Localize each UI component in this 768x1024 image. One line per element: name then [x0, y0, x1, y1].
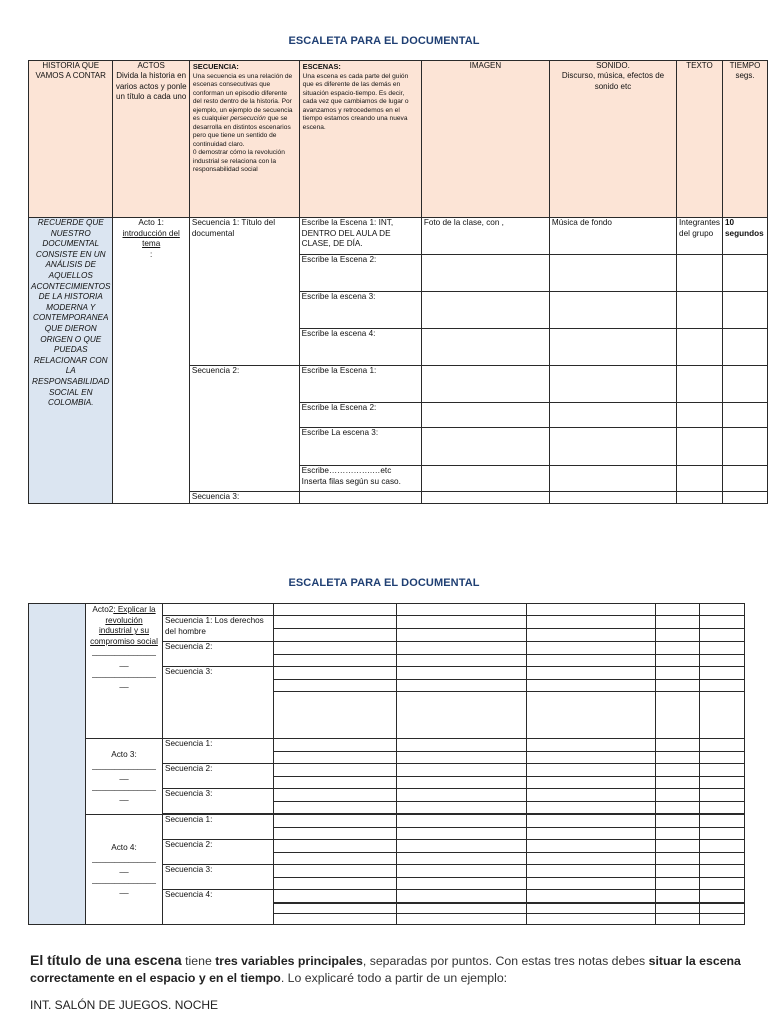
empty-cell[interactable]	[527, 840, 656, 853]
empty-cell[interactable]	[549, 466, 676, 492]
empty-cell[interactable]	[274, 642, 397, 655]
empty-cell[interactable]	[421, 492, 549, 504]
empty-cell[interactable]	[723, 255, 768, 292]
empty-cell[interactable]	[421, 428, 549, 466]
empty-cell[interactable]	[656, 904, 700, 914]
empty-cell[interactable]	[527, 616, 656, 629]
empty-cell[interactable]	[527, 815, 656, 828]
empty-cell[interactable]	[700, 914, 745, 925]
empty-cell[interactable]	[700, 616, 745, 629]
empty-cell[interactable]	[700, 904, 745, 914]
empty-cell[interactable]	[397, 739, 527, 752]
escena-2-3-cell[interactable]: Escribe La escena 3:	[299, 428, 421, 466]
story-cell: RECUERDE QUE NUESTRO DOCUMENTAL CONSISTE EN UN ANÁLISIS DE AQUELLOS ACONTECIMIENTOS DE LA HISTORIA MODERNA Y CONTEMPORANEA QUE DIERON ORIGEN O QUE PUEDAS RELACIONAR CON LA RESPONSABILIDAD SOCIAL EN COLOMBIA.	[29, 218, 113, 504]
empty-cell[interactable]	[397, 752, 527, 764]
empty-cell[interactable]	[656, 890, 700, 903]
acto4-cell[interactable]: Acto 4: ______________ __ ______________ __	[86, 815, 163, 925]
secuencia-b2-cell[interactable]: Secuencia 2:	[163, 764, 274, 789]
escaleta-table-2	[28, 603, 745, 925]
empty-cell[interactable]	[421, 329, 549, 366]
empty-cell[interactable]	[274, 752, 397, 764]
empty-cell[interactable]	[527, 878, 656, 890]
empty-cell[interactable]	[274, 815, 397, 828]
empty-cell[interactable]	[700, 655, 745, 667]
empty-cell[interactable]	[677, 366, 723, 403]
empty-cell[interactable]	[549, 403, 676, 428]
empty-cell[interactable]	[723, 466, 768, 492]
empty-cell[interactable]	[527, 853, 656, 865]
empty-cell[interactable]	[274, 764, 397, 777]
empty-cell[interactable]	[397, 655, 527, 667]
header-secuencia: SECUENCIA: Una secuencia es una relación de escenas consecutivas que conforman un episodio diferente del resto dentro de la historia. Por ejemplo, un ejemplo de secuencia es cualquier persecución que se desarrolla en distintos escenarios pero que tiene un sentido de continuidad claro. 0 demostrar cómo la revolución industrial se relaciona con la responsabilidad social	[189, 61, 299, 218]
empty-cell[interactable]	[397, 904, 527, 914]
empty-cell[interactable]	[700, 878, 745, 890]
empty-cell[interactable]	[656, 878, 700, 890]
empty-cell[interactable]	[527, 667, 656, 680]
empty-cell[interactable]	[397, 802, 527, 814]
empty-cell[interactable]	[274, 692, 397, 739]
empty-cell[interactable]	[274, 655, 397, 667]
header-actos: ACTOS Divida la historia en varios actos y ponle un título a cada uno	[113, 61, 189, 218]
secuencia-1-cell[interactable]: Secuencia 1: Título del documental	[189, 218, 299, 366]
empty-cell[interactable]	[397, 853, 527, 865]
empty-cell[interactable]	[274, 616, 397, 629]
empty-cell[interactable]	[527, 692, 656, 739]
empty-cell[interactable]	[527, 789, 656, 802]
empty-cell[interactable]	[421, 292, 549, 329]
empty-cell[interactable]	[397, 667, 527, 680]
empty-cell[interactable]	[723, 329, 768, 366]
tiempo-1-cell[interactable]: 10 segundos	[723, 218, 768, 255]
empty-cell[interactable]	[656, 692, 700, 739]
empty-cell[interactable]	[700, 604, 745, 616]
empty-cell[interactable]	[656, 642, 700, 655]
header-escenas: ESCENAS: Una escena es cada parte del guión que es diferente de las demás en situación espacio-tiempo. Es decir, cada vez que cambiamos de lugar o avanzamos y retrocedemos en el tiempo estamos creando una nueva escena.	[299, 61, 421, 218]
secuencia-c3-cell[interactable]: Secuencia 3:	[163, 865, 274, 890]
empty-cell[interactable]	[549, 428, 676, 466]
empty-cell[interactable]	[397, 629, 527, 642]
empty-cell[interactable]	[274, 828, 397, 840]
empty-cell[interactable]	[527, 764, 656, 777]
empty-cell[interactable]	[700, 789, 745, 802]
empty-cell[interactable]	[700, 764, 745, 777]
empty-cell[interactable]	[700, 680, 745, 692]
empty-cell[interactable]	[274, 853, 397, 865]
empty-cell[interactable]	[527, 642, 656, 655]
empty-cell[interactable]	[274, 904, 397, 914]
empty-cell[interactable]	[274, 840, 397, 853]
empty-cell[interactable]	[527, 914, 656, 925]
empty-cell[interactable]	[700, 815, 745, 828]
empty-cell[interactable]	[527, 904, 656, 914]
empty-cell[interactable]	[527, 604, 656, 616]
empty-cell[interactable]	[527, 777, 656, 789]
empty-cell[interactable]	[677, 466, 723, 492]
empty-cell[interactable]	[677, 292, 723, 329]
secuencia-a2-cell[interactable]: Secuencia 2:	[163, 642, 274, 667]
page-title: ESCALETA PARA EL DOCUMENTAL	[288, 35, 480, 47]
acto1-cell[interactable]: Acto 1: introducción del tema :	[113, 218, 189, 504]
story-cell-empty[interactable]	[29, 604, 86, 925]
empty-cell[interactable]	[656, 853, 700, 865]
empty-cell[interactable]	[700, 667, 745, 680]
header-texto: TEXTO	[677, 61, 723, 218]
empty-cell[interactable]	[656, 789, 700, 802]
empty-cell[interactable]	[656, 828, 700, 840]
acto2-cell[interactable]: Acto2: Explicar la revolución industrial y su compromiso social ______________ __ ______________ __	[86, 604, 163, 739]
empty-cell[interactable]	[421, 466, 549, 492]
empty-cell[interactable]	[397, 828, 527, 840]
empty-cell[interactable]	[723, 428, 768, 466]
header-sonido: SONIDO. Discurso, música, efectos de sonido etc	[549, 61, 676, 218]
empty-cell[interactable]	[274, 739, 397, 752]
header-historia: HISTORIA QUE VAMOS A CONTAR	[29, 61, 113, 218]
empty-cell[interactable]	[397, 777, 527, 789]
empty-cell[interactable]	[656, 616, 700, 629]
empty-cell[interactable]	[397, 840, 527, 853]
secuencia-3-cell[interactable]: Secuencia 3:	[189, 492, 299, 504]
empty-cell[interactable]	[723, 366, 768, 403]
empty-cell[interactable]	[700, 890, 745, 903]
empty-cell[interactable]	[527, 739, 656, 752]
empty-cell[interactable]	[274, 878, 397, 890]
explanation-paragraph: El título de una escena tiene tres variables principales, separadas por puntos. Con estas tres notas debes situar la escena correctamente en el espacio y en el tiempo. Lo explicaré todo a partir de un ejemplo:	[30, 952, 741, 985]
empty-cell[interactable]	[274, 777, 397, 789]
empty-cell[interactable]	[163, 604, 274, 616]
empty-cell[interactable]	[274, 667, 397, 680]
empty-cell[interactable]	[656, 752, 700, 764]
empty-cell[interactable]	[397, 815, 527, 828]
empty-cell[interactable]	[527, 629, 656, 642]
empty-cell[interactable]	[549, 329, 676, 366]
empty-cell[interactable]	[656, 739, 700, 752]
secuencia-b1-cell[interactable]: Secuencia 1:	[163, 739, 274, 764]
empty-cell[interactable]	[656, 777, 700, 789]
empty-cell[interactable]	[274, 680, 397, 692]
empty-cell[interactable]	[656, 629, 700, 642]
empty-cell[interactable]	[397, 878, 527, 890]
empty-cell[interactable]	[274, 890, 397, 903]
empty-cell[interactable]	[723, 492, 768, 504]
sonido-1-cell[interactable]: Música de fondo	[549, 218, 676, 255]
empty-cell[interactable]	[700, 629, 745, 642]
empty-cell[interactable]	[397, 789, 527, 802]
empty-cell[interactable]	[723, 292, 768, 329]
empty-cell[interactable]	[677, 492, 723, 504]
empty-cell[interactable]	[274, 914, 397, 925]
empty-cell[interactable]	[700, 777, 745, 789]
escena-etc-cell[interactable]: Escribe…………….…etc Inserta filas según su caso.	[299, 466, 421, 492]
empty-cell[interactable]	[656, 914, 700, 925]
secuencia-2-cell[interactable]: Secuencia 2:	[189, 366, 299, 492]
empty-cell[interactable]	[700, 642, 745, 655]
page-title-2: ESCALETA PARA EL DOCUMENTAL	[288, 577, 480, 589]
empty-cell[interactable]	[700, 802, 745, 814]
empty-cell[interactable]	[656, 815, 700, 828]
secuencia-b3-cell[interactable]: Secuencia 3:	[163, 789, 274, 814]
empty-cell[interactable]	[274, 789, 397, 802]
secuencia-c4-cell[interactable]: Secuencia 4:	[163, 890, 274, 925]
escena-1-3-cell[interactable]: Escribe la escena 3:	[299, 292, 421, 329]
empty-cell[interactable]	[274, 629, 397, 642]
empty-cell[interactable]	[677, 403, 723, 428]
empty-cell[interactable]	[700, 739, 745, 752]
empty-cell[interactable]	[421, 366, 549, 403]
empty-cell[interactable]	[527, 802, 656, 814]
empty-cell[interactable]	[527, 828, 656, 840]
empty-cell[interactable]	[549, 366, 676, 403]
empty-cell[interactable]	[549, 255, 676, 292]
empty-cell[interactable]	[397, 914, 527, 925]
empty-cell[interactable]	[274, 802, 397, 814]
empty-cell[interactable]	[397, 642, 527, 655]
empty-cell[interactable]	[397, 680, 527, 692]
escena-1-1-cell[interactable]: Escribe la Escena 1: INT, DENTRO DEL AULA DE CLASE, DE DÍA.	[299, 218, 421, 255]
secuencia-c2-cell[interactable]: Secuencia 2:	[163, 840, 274, 865]
empty-cell[interactable]	[700, 840, 745, 853]
empty-cell[interactable]	[700, 828, 745, 840]
empty-cell[interactable]	[421, 255, 549, 292]
empty-cell[interactable]	[656, 802, 700, 814]
empty-cell[interactable]	[700, 853, 745, 865]
escaleta-table-1	[28, 60, 768, 504]
empty-cell[interactable]	[421, 403, 549, 428]
empty-cell[interactable]	[527, 680, 656, 692]
empty-cell[interactable]	[723, 403, 768, 428]
empty-cell[interactable]	[527, 865, 656, 878]
secuencia-a3-cell[interactable]: Secuencia 3:	[163, 667, 274, 739]
empty-cell[interactable]	[700, 692, 745, 739]
empty-cell[interactable]	[656, 604, 700, 616]
empty-cell[interactable]	[549, 292, 676, 329]
empty-cell[interactable]	[274, 865, 397, 878]
scene-title-example: INT. SALÓN DE JUEGOS. NOCHE	[30, 998, 219, 1012]
empty-cell[interactable]	[397, 604, 527, 616]
imagen-1-cell[interactable]: Foto de la clase, con ,	[421, 218, 549, 255]
empty-cell[interactable]	[700, 752, 745, 764]
empty-cell[interactable]	[656, 840, 700, 853]
empty-cell[interactable]	[700, 865, 745, 878]
empty-cell[interactable]	[299, 492, 421, 504]
header-tiempo: TIEMPO segs.	[723, 61, 768, 218]
empty-cell[interactable]	[397, 890, 527, 903]
empty-cell[interactable]	[677, 428, 723, 466]
empty-cell[interactable]	[656, 655, 700, 667]
empty-cell[interactable]	[656, 667, 700, 680]
escena-1-2-cell[interactable]: Escribe la Escena 2:	[299, 255, 421, 292]
texto-1-cell[interactable]: Integrantes del grupo	[677, 218, 723, 255]
escena-2-1-cell[interactable]: Escribe la Escena 1:	[299, 366, 421, 403]
empty-cell[interactable]	[274, 604, 397, 616]
empty-cell[interactable]	[549, 492, 676, 504]
empty-cell[interactable]	[656, 680, 700, 692]
empty-cell[interactable]	[677, 329, 723, 366]
empty-cell[interactable]	[397, 764, 527, 777]
secuencia-c1-cell[interactable]: Secuencia 1:	[163, 815, 274, 840]
empty-cell[interactable]	[656, 764, 700, 777]
empty-cell[interactable]	[677, 255, 723, 292]
secuencia-a1-cell[interactable]: Secuencia 1: Los derechos del hombre	[163, 616, 274, 642]
empty-cell[interactable]	[397, 692, 527, 739]
empty-cell[interactable]	[527, 890, 656, 903]
empty-cell[interactable]	[397, 865, 527, 878]
acto3-cell[interactable]: Acto 3: ______________ __ ______________ __	[86, 739, 163, 815]
header-imagen: IMAGEN	[421, 61, 549, 218]
empty-cell[interactable]	[397, 616, 527, 629]
empty-cell[interactable]	[656, 865, 700, 878]
empty-cell[interactable]	[527, 752, 656, 764]
empty-cell[interactable]	[527, 655, 656, 667]
escena-1-4-cell[interactable]: Escribe la escena 4:	[299, 329, 421, 366]
escena-2-2-cell[interactable]: Escribe la Escena 2:	[299, 403, 421, 428]
